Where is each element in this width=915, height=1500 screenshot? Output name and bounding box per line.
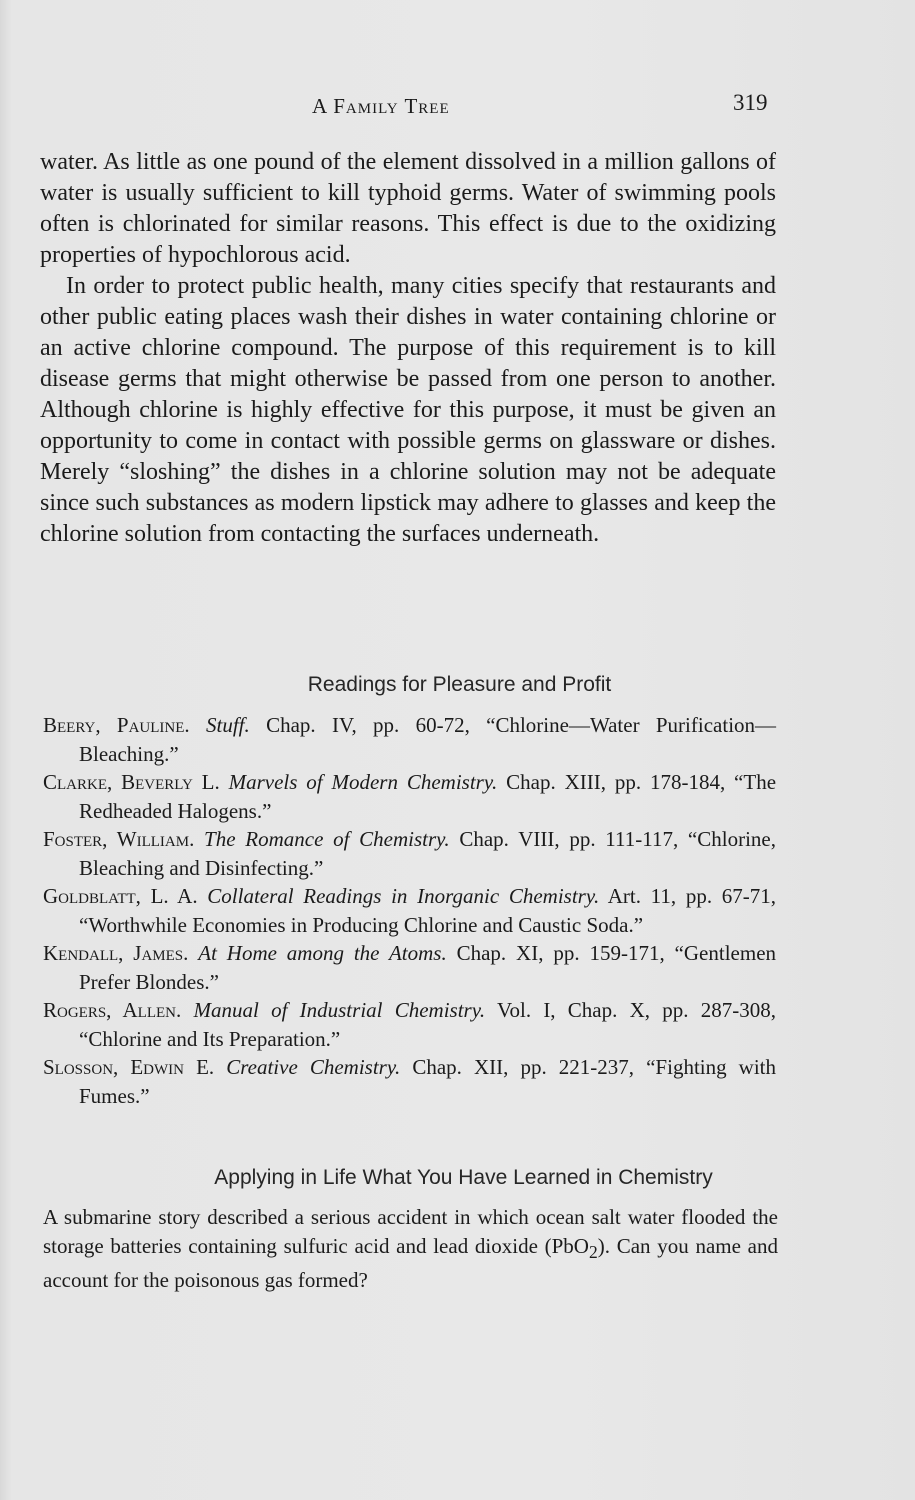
reading-work: Creative Chemistry. bbox=[226, 1055, 401, 1079]
question-text-start: A submarine story described a serious accident in which ocean salt water flooded the storage batteries containing sulfuric acid and lead dioxide (PbO bbox=[43, 1205, 778, 1258]
reading-work: Marvels of Modern Chemistry. bbox=[228, 770, 498, 794]
reading-item bbox=[43, 768, 776, 825]
paragraph-public-health: In order to protect public health, many cities specify that restaurants and other public eating places wash their dishes in water containing chlorine or an active chlorine compound. The purpose of this requirement is to kill disease germs that might otherwise be passed from one person to another. Although chlorine is highly effective for this purpose, it must be given an opportunity to come in contact with possible germs on glassware or dishes. Merely “sloshing” the dishes in a chlorine solution may not be adequate since such substances as modern lipstick may adhere to glasses and keep the chlorine solution from contacting the surfaces underneath. bbox=[40, 273, 776, 547]
reading-author: Kendall, James. bbox=[43, 941, 189, 965]
reading-author: Slosson, Edwin E. bbox=[43, 1055, 215, 1079]
reading-item bbox=[43, 825, 776, 882]
page-number: 319 bbox=[733, 90, 768, 115]
reading-details: Chap. XIII, pp. 178-184, “The Redheaded Halogens.” bbox=[79, 770, 777, 823]
reading-author: Goldblatt, L. A. bbox=[43, 884, 198, 908]
reading-author: Clarke, Beverly L. bbox=[43, 770, 220, 794]
reading-work: Manual of Industrial Chemistry. bbox=[193, 998, 486, 1022]
page-header bbox=[0, 90, 915, 130]
reading-work: The Romance of Chemistry. bbox=[204, 827, 450, 851]
reading-work: At Home among the Atoms. bbox=[198, 941, 447, 965]
reading-details: Chap. IV, pp. 60-72, “Chlorine—Water Purification—Bleaching.” bbox=[79, 713, 777, 766]
paragraph-continuation: water. As little as one pound of the element dissolved in a million gallons of water is usually sufficient to kill typhoid germs. Water of swimming pools often is chlorinated for similar reasons. This effect is due to the oxidizing properties of hypochlorous acid. bbox=[40, 149, 776, 268]
reading-item bbox=[43, 1053, 776, 1110]
subscript-two: 2 bbox=[588, 1241, 598, 1262]
reading-item bbox=[43, 711, 776, 768]
body-text bbox=[40, 147, 776, 550]
running-head: A Family Tree bbox=[312, 94, 450, 118]
reading-details: Chap. XII, pp. 221-237, “Fighting with Fumes.” bbox=[79, 1055, 777, 1108]
application-question bbox=[43, 1203, 778, 1295]
reading-item bbox=[43, 996, 776, 1053]
reading-details: Chap. VIII, pp. 111-117, “Chlorine, Bleaching and Disinfecting.” bbox=[79, 827, 776, 880]
reading-work: Collateral Readings in Inorganic Chemistry. bbox=[207, 884, 600, 908]
reading-details: Chap. XI, pp. 159-171, “Gentlemen Prefer Blondes.” bbox=[79, 941, 777, 994]
applying-heading: Applying in Life What You Have Learned in Chemistry bbox=[214, 1166, 713, 1189]
question-text-end: ). Can you name and account for the poisonous gas formed? bbox=[43, 1233, 779, 1293]
reading-details: Art. 11, pp. 67-71, “Worthwhile Economies in Producing Chlorine and Caustic Soda.” bbox=[79, 884, 776, 937]
reading-author: Foster, William. bbox=[43, 827, 195, 851]
reading-author: Beery, Pauline. bbox=[43, 713, 190, 737]
readings-heading: Readings for Pleasure and Profit bbox=[307, 673, 612, 696]
readings-list bbox=[43, 711, 776, 1110]
reading-item bbox=[43, 939, 776, 996]
reading-author: Rogers, Allen. bbox=[43, 998, 182, 1022]
reading-item bbox=[43, 882, 776, 939]
reading-details: Vol. I, Chap. X, pp. 287-308, “Chlorine and Its Preparation.” bbox=[79, 998, 777, 1051]
reading-work: Stuff. bbox=[206, 713, 250, 737]
